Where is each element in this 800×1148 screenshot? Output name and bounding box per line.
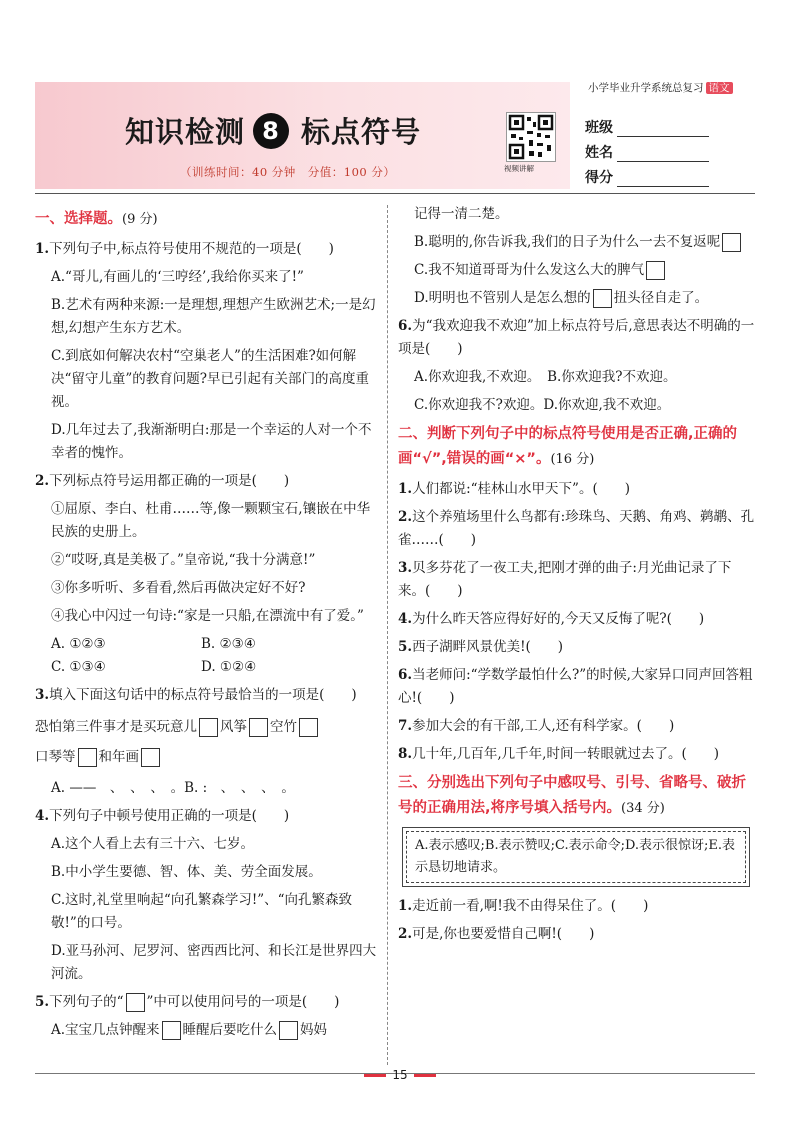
q2-options-row — [35, 656, 380, 679]
title-number-badge: 8 — [253, 113, 289, 149]
question-number: 7. — [398, 718, 413, 734]
question-number: 6. — [398, 667, 413, 683]
option-line: ④我心中闪过一句诗:“家是一只船,在漂流中有了爱。” — [51, 608, 364, 624]
question-text: 可是,你也要爱惜自己啊!( ) — [412, 926, 595, 942]
section-title: 一、选择题。 — [35, 211, 122, 227]
section-heading — [398, 422, 758, 472]
page-title — [125, 110, 421, 151]
option-line: D.亚马孙河、尼罗河、密西西比河、和长江是世界四大河流。 — [51, 943, 377, 982]
question-text: 下列句子的“ — [49, 994, 124, 1010]
question-number: 2. — [398, 509, 413, 525]
question-text: 贝多芬花了一夜工夫,把刚才弹的曲子:月光曲记录了下来。( ) — [398, 560, 732, 599]
answer-box[interactable] — [249, 718, 268, 737]
question-number: 1. — [398, 481, 413, 497]
question-number: 8. — [398, 746, 413, 762]
question — [398, 664, 758, 710]
answer-box[interactable] — [78, 748, 97, 767]
option-text: C.我不知道哥哥为什么发这么大的脾气 — [414, 262, 645, 278]
series-name: 小学毕业升学系统总复习 — [588, 82, 704, 94]
question — [35, 470, 380, 493]
qr-label: 视频讲解 — [504, 164, 534, 173]
option-line: 记得一清二楚。 — [414, 206, 509, 222]
section-points: (16 分) — [550, 452, 595, 467]
left-column — [35, 203, 380, 1042]
option-line: ③你多听听、多看看,然后再做决定好不好? — [51, 580, 306, 596]
q3-options: A. —— 、 、 、 。B. : 、 、 、 。 — [51, 780, 295, 796]
score-field[interactable] — [617, 172, 709, 187]
question-number: 5. — [35, 994, 50, 1010]
question-number: 3. — [35, 687, 50, 703]
question-text: 西子湖畔风景优美!( ) — [412, 639, 564, 655]
answer-box[interactable] — [299, 718, 318, 737]
option — [398, 287, 758, 310]
page-number — [0, 1068, 800, 1082]
question-number: 2. — [35, 473, 50, 489]
name-field[interactable] — [617, 147, 709, 162]
answer-box[interactable] — [141, 748, 160, 767]
question-number: 1. — [398, 898, 413, 914]
title-part1: 知识检测 — [125, 115, 246, 149]
answer-box[interactable] — [126, 993, 145, 1012]
answer-box[interactable] — [199, 718, 218, 737]
q2-option: B. ②③④ — [201, 636, 256, 652]
option-line: ①屈原、李白、杜甫……等,像一颗颗宝石,镶嵌在中华民族的史册上。 — [51, 501, 371, 540]
question-text: 当老师问:“学数学最怕什么?”的时候,大家异口同声回答粗心!( ) — [398, 667, 753, 706]
question-text: 走近前一看,啊!我不由得呆住了。( ) — [412, 898, 649, 914]
question-text: 为“我欢迎我不欢迎”加上标点符号后,意思表达不明确的一项是( ) — [398, 318, 755, 357]
question — [398, 557, 758, 603]
question — [35, 805, 380, 828]
question — [398, 478, 758, 501]
option-line: C.你欢迎我不?欢迎。D.你欢迎,我不欢迎。 — [414, 397, 671, 413]
header-rule — [35, 193, 755, 194]
q2-option: A. ①②③ — [51, 636, 106, 652]
question — [398, 506, 758, 552]
question — [398, 923, 758, 946]
q2-option: D. ①②④ — [201, 659, 257, 675]
qr-code-icon[interactable] — [506, 112, 556, 162]
column-divider — [387, 205, 388, 1065]
option-text: A.宝宝几点钟醒来 — [51, 1022, 160, 1038]
option-line: C.到底如何解决农村“空巢老人”的生活困难?如何解决“留守儿童”的教育问题?早已引起有关部门的高度重视。 — [51, 348, 370, 410]
answer-box[interactable] — [593, 289, 612, 308]
q3-text: 空竹 — [270, 719, 297, 735]
option-line: C.这时,礼堂里响起“向孔繁森学习!”、“向孔繁森致敬!”的口号。 — [51, 892, 353, 931]
option-text: B.聪明的,你告诉我,我们的日子为什么一去不复返呢 — [414, 234, 721, 250]
section-title: 三、分别选出下列句子中感叹号、引号、省略号、破折号的正确用法,将序号填入括号内。 — [398, 775, 746, 816]
q2-option: C. ①③④ — [51, 659, 106, 675]
question-3 — [35, 684, 380, 707]
question-number: 2. — [398, 926, 413, 942]
option-line: D.几年过去了,我渐渐明白:那是一个幸运的人对一个不幸者的愧怍。 — [51, 422, 372, 461]
subject-tag: 语文 — [706, 82, 733, 94]
question-number: 6. — [398, 318, 413, 334]
section-points: (34 分) — [621, 801, 665, 816]
answer-box[interactable] — [646, 261, 665, 280]
question-text: 参加大会的有干部,工人,还有科学家。( ) — [412, 718, 675, 734]
question-text: 填入下面这句话中的标点符号最恰当的一项是( ) — [49, 687, 357, 703]
page-number-text: 15 — [392, 1068, 408, 1082]
option-line: A.“哥儿,有画儿的‘三哼经’,我给你买来了!” — [51, 269, 304, 285]
question-text: 下列标点符号运用都正确的一项是( ) — [49, 473, 290, 489]
option — [398, 259, 758, 282]
answer-box[interactable] — [279, 1021, 298, 1040]
section-title: 二、判断下列句子中的标点符号使用是否正确,正确的画“√”,错误的画“×”。 — [398, 426, 738, 467]
score-label: 得分 — [585, 170, 613, 186]
question-text: 下列句子中,标点符号使用不规范的一项是( ) — [49, 241, 334, 257]
q3-text: 恐怕第三件事才是买玩意儿 — [35, 719, 197, 735]
option-line: A.你欢迎我,不欢迎。 B.你欢迎我?不欢迎。 — [414, 369, 677, 385]
option-line: A.这个人看上去有三十六、七岁。 — [51, 836, 255, 852]
q3-text: 和年画 — [98, 749, 139, 765]
question-number: 1. — [35, 241, 50, 257]
question-number: 3. — [398, 560, 413, 576]
question-text: 几十年,几百年,几千年,时间一转眼就过去了。( ) — [412, 746, 720, 762]
question-text: 为什么昨天答应得好好的,今天又反悔了呢?( ) — [412, 611, 705, 627]
title-part2: 标点符号 — [301, 115, 422, 149]
section-heading — [398, 771, 758, 821]
option-line: ②“哎呀,真是美极了。”皇帝说,“我十分满意!” — [51, 552, 316, 568]
question — [398, 608, 758, 631]
q5-option-a — [35, 1019, 380, 1042]
answer-box[interactable] — [162, 1021, 181, 1040]
class-field[interactable] — [617, 122, 709, 137]
name-label: 姓名 — [585, 145, 613, 161]
legend-box: A.表示感叹;B.表示赞叹;C.表示命令;D.表示很惊讶;E.表示恳切地请求。 — [406, 831, 746, 883]
option-text: 扭头径自走了。 — [613, 290, 709, 306]
question-number: 4. — [398, 611, 413, 627]
q3-sentence — [35, 712, 380, 772]
question — [398, 743, 758, 766]
question-number: 5. — [398, 639, 413, 655]
question-text: 下列句子中顿号使用正确的一项是( ) — [49, 808, 290, 824]
option-text: 睡醒后要吃什么 — [182, 1022, 278, 1038]
question-text: 人们都说:“桂林山水甲天下”。( ) — [412, 481, 630, 497]
answer-box[interactable] — [722, 233, 741, 252]
question — [398, 636, 758, 659]
option-line: B.艺术有两种来源:一是理想,理想产生欧洲艺术;一是幻想,幻想产生东方艺术。 — [51, 297, 376, 336]
question — [35, 238, 380, 261]
q3-text: 口琴等 — [35, 749, 76, 765]
option-text: 妈妈 — [300, 1022, 328, 1038]
section-heading — [35, 207, 380, 232]
question-number: 4. — [35, 808, 50, 824]
series-label — [588, 80, 733, 95]
question — [398, 895, 758, 918]
right-column — [398, 203, 758, 951]
student-info — [585, 112, 709, 187]
section-points: (9 分) — [122, 212, 158, 227]
class-label: 班级 — [585, 120, 613, 136]
q2-options-row — [35, 633, 380, 656]
question-text: ”中可以使用问号的一项是( ) — [146, 994, 340, 1010]
question-5 — [35, 991, 380, 1014]
question-text: 这个养殖场里什么鸟都有:珍珠鸟、天鹅、角鸡、鹈鹕、孔雀……( ) — [398, 509, 755, 548]
question — [398, 315, 758, 361]
option-text: D.明明也不管别人是怎么想的 — [414, 290, 591, 306]
option-line: B.中小学生要德、智、体、美、劳全面发展。 — [51, 864, 322, 880]
option — [398, 231, 758, 254]
question — [398, 715, 758, 738]
subtitle: （训练时间：40 分钟 分值：100 分） — [180, 165, 396, 179]
q3-text: 风筝 — [220, 719, 247, 735]
